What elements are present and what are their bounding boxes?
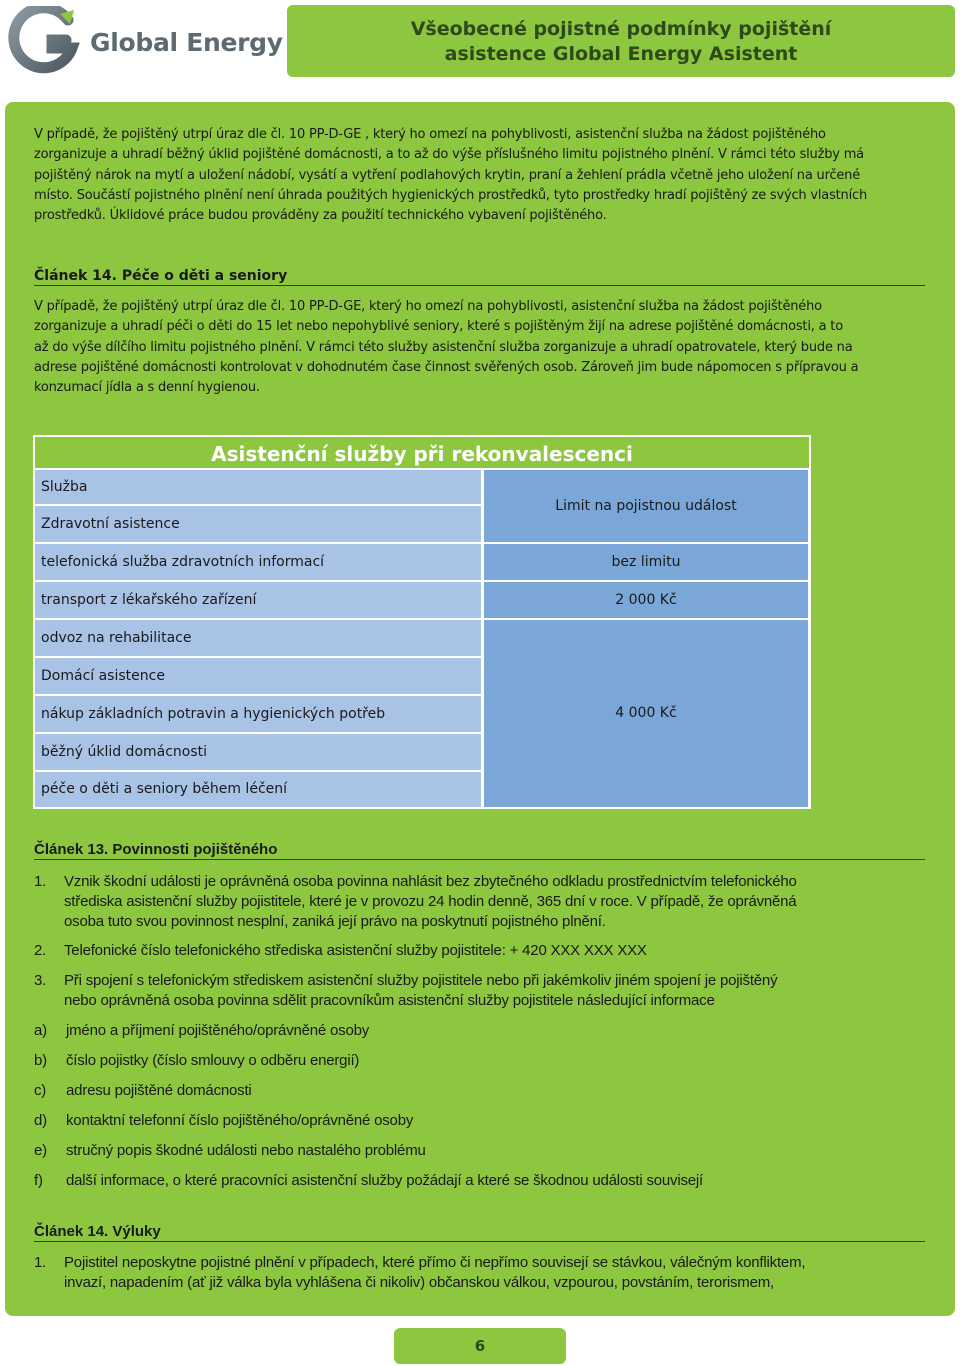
table-row [35,658,481,694]
global-energy-logo [4,4,283,80]
table-row [35,772,481,807]
list-item [0,1253,960,1295]
sub-list-item [0,1081,960,1103]
sub-list-item [0,1141,960,1163]
row-label: Domácí asistence [41,668,165,684]
table-row [35,506,481,542]
text-line: invazí, napadením (ať již válka byla vyhlášena či nikoliv) občanskou válkou, vzpourou, povstáním, terorismem, [64,1274,774,1291]
limit-cell [484,582,808,618]
table-row [35,544,481,580]
limit-cell [484,544,808,580]
item-text [64,941,926,961]
row-label: péče o děti a seniory během léčení [41,781,288,797]
text-line: zorganizuje a uhradí běžný úklid pojištěné domácnosti, a to až do výše příslušného limitu pojistného plnění. V rámci této služby má [34,147,864,163]
sub-item-text: číslo pojistky (číslo smlouvy o odběru energií) [66,1052,360,1069]
item-number: 3. [34,972,47,989]
sub-item-text: stručný popis škodné události nebo nastalého problému [66,1142,426,1159]
text-line: pojištěný nárok na mytí a uložení nádobí, vysátí a vytření podlahových krytin, praní a žehlení prádla včetně jeho uložení na určené [34,167,861,183]
sub-item-letter: d) [34,1112,47,1129]
article-13-heading: Článek 13. Povinnosti pojištěného [34,841,925,860]
sub-list-item [0,1021,960,1043]
sub-item-text: kontaktní telefonní číslo pojištěného/oprávněné osoby [66,1112,414,1129]
text-line: Při spojení s telefonickým střediskem asistenční služby pojistitele nebo při jakémkoliv jiném spojení je pojištěný [64,972,778,989]
sub-item-text: další informace, o které pracovníci asistenční služby požádají a které se škodnou události souvisejí [66,1172,704,1189]
sub-list-item [0,1051,960,1073]
table-header-limit [484,470,808,542]
table-row [35,734,481,770]
sub-item-letter: c) [34,1082,47,1099]
item-text [64,1253,926,1293]
item-text [64,872,926,932]
list-item [0,971,960,1013]
header-limit-label: Limit na pojistnou událost [555,498,737,514]
limit-cell [484,620,808,807]
text-line: místo. Součástí pojistného plnění není úhrada použitých hygienických prostředků, tyto prostředky hradí pojištěný ze svých vlastních [34,187,867,203]
row-label: telefonická služba zdravotních informací [41,554,325,570]
cleaning-service-paragraph [34,125,926,226]
item-number: 1. [34,873,47,890]
item-number: 1. [34,1254,47,1271]
item-text [64,971,926,1011]
sub-item-text: adresu pojištěné domácnosti [66,1082,252,1099]
table-row [35,582,481,618]
sub-list-item [0,1171,960,1193]
row-label: transport z lékařského zařízení [41,592,257,608]
header-service-label: Služba [41,479,88,495]
text-line: osoba tuto svou povinnost nesplní, zaniká její právo na poskytnutí pojistného plnění. [64,913,606,930]
page-number: 6 [394,1328,566,1364]
item-number: 2. [34,942,47,959]
table-title: Asistenční služby při rekonvalescenci [35,437,809,468]
text-line: zorganizuje a uhradí péči o děti do 15 let nebo nepohyblivé seniory, které s pojištěným žijí na adrese pojištěné domácnosti, a to [34,319,843,335]
title-line-1: Všeobecné pojistné podmínky pojištění [410,18,832,40]
text-line: V případě, že pojištěný utrpí úraz dle čl. 10 PP-D-GE, který ho omezí na pohyblivosti, asistenční služba na žádost pojištěného [34,299,822,314]
sub-item-text: jméno a příjmení pojištěného/oprávněné osoby [66,1022,370,1039]
text-line: až do výše dílčího limitu pojistného plnění. V rámci této služby asistenční služba zorganizuje a uhradí opatrovatele, který bude na [34,339,853,355]
sub-item-letter: e) [34,1142,47,1159]
limit-value: 2 000 Kč [615,592,677,608]
list-item [0,941,960,963]
text-line: konzumací jídla a s denní hygienou. [34,380,260,396]
sub-list-item [0,1111,960,1133]
limit-value: 4 000 Kč [615,705,677,721]
row-label: odvoz na rehabilitace [41,630,192,646]
table-row [35,696,481,732]
article-14-exclusions-heading: Článek 14. Výluky [34,1223,925,1242]
care-service-paragraph [34,297,926,398]
table-row [35,620,481,656]
title-line-2: asistence Global Energy Asistent [444,43,798,65]
row-label: nákup základních potravin a hygienických potřeb [41,706,386,722]
text-line: V případě, že pojištěný utrpí úraz dle čl. 10 PP-D-GE , který ho omezí na pohyblivosti, asistenční služba na žádost pojištěného [34,127,826,142]
article-14-care-heading: Článek 14. Péče o děti a seniory [34,268,925,286]
logo-text: Global Energy [90,28,283,57]
text-line: nebo oprávněná osoba povinna sdělit pracovníkům asistenční služby pojistitele následující informace [64,992,715,1009]
text-line: prostředků. Úklidové práce budou prováděny za použití technického vybavení pojištěného. [34,208,607,224]
text-line: Pojistitel neposkytne pojistné plnění v případech, které přímo či nepřímo souvisejí se stávkou, válečným konfliktem, [64,1254,806,1271]
sub-item-letter: b) [34,1052,47,1069]
logo-mark-icon [8,6,80,78]
row-label: běžný úklid domácnosti [41,744,208,760]
text-line: střediska asistenční služby pojistitele, které je v provozu 24 hodin denně, 365 dní v roce. V případě, že oprávněná [64,893,797,910]
text-line: adrese pojištěné domácnosti kontrolovat v dohodnutém čase činnost svěřených osob. Zároveň jim bude nápomocen s přípravou a [34,359,859,375]
document-title [287,5,955,77]
sub-item-letter: a) [34,1022,47,1039]
convalescence-services-table [33,435,811,809]
table-header-service [35,470,481,504]
sub-item-letter: f) [34,1172,43,1189]
text-line: Vznik škodní události je oprávněná osoba povinna nahlásit bez zbytečného odkladu prostřednictvím telefonického [64,873,797,890]
row-label: Zdravotní asistence [41,516,180,532]
text-line: Telefonické číslo telefonického střediska asistenční služby pojistitele: + 420 XXX XXX XXX [64,942,647,959]
limit-value: bez limitu [611,554,681,570]
list-item [0,872,960,934]
